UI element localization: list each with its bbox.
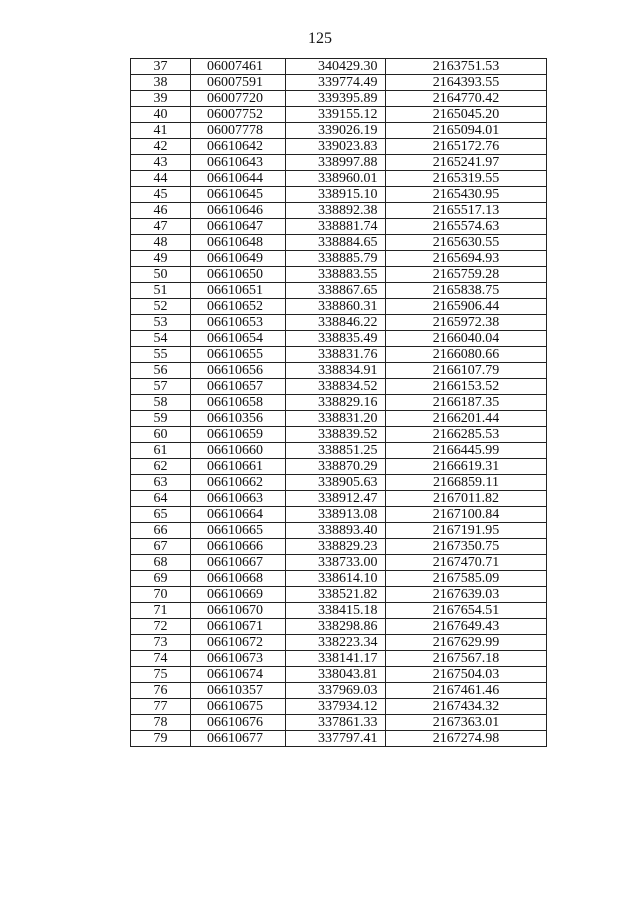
coordinates-table [130,58,547,747]
x-coordinate-cell: 338831.76 [286,347,386,363]
y-coordinate-cell: 2166619.31 [386,459,547,475]
point-code-cell: 06610651 [191,283,286,299]
x-coordinate-cell: 338614.10 [286,571,386,587]
y-coordinate-cell: 2165630.55 [386,235,547,251]
y-coordinate-cell: 2167363.01 [386,715,547,731]
table-row [131,395,547,411]
point-code-cell: 06610658 [191,395,286,411]
row-number-cell: 75 [131,667,191,683]
table-row [131,475,547,491]
row-number-cell: 74 [131,651,191,667]
y-coordinate-cell: 2167649.43 [386,619,547,635]
point-code-cell: 06610659 [191,427,286,443]
table-row [131,235,547,251]
point-code-cell: 06610642 [191,139,286,155]
row-number-cell: 48 [131,235,191,251]
x-coordinate-cell: 338298.86 [286,619,386,635]
y-coordinate-cell: 2166187.35 [386,395,547,411]
y-coordinate-cell: 2167639.03 [386,587,547,603]
x-coordinate-cell: 338913.08 [286,507,386,523]
table-row [131,107,547,123]
row-number-cell: 50 [131,267,191,283]
x-coordinate-cell: 338884.65 [286,235,386,251]
row-number-cell: 77 [131,699,191,715]
point-code-cell: 06610669 [191,587,286,603]
row-number-cell: 64 [131,491,191,507]
table-row [131,331,547,347]
point-code-cell: 06610645 [191,187,286,203]
x-coordinate-cell: 338893.40 [286,523,386,539]
x-coordinate-cell: 338960.01 [286,171,386,187]
x-coordinate-cell: 338883.55 [286,267,386,283]
x-coordinate-cell: 338860.31 [286,299,386,315]
row-number-cell: 42 [131,139,191,155]
row-number-cell: 39 [131,91,191,107]
point-code-cell: 06610676 [191,715,286,731]
y-coordinate-cell: 2165694.93 [386,251,547,267]
table-row [131,187,547,203]
row-number-cell: 40 [131,107,191,123]
x-coordinate-cell: 337934.12 [286,699,386,715]
x-coordinate-cell: 338851.25 [286,443,386,459]
y-coordinate-cell: 2165045.20 [386,107,547,123]
table-row [131,683,547,699]
point-code-cell: 06007752 [191,107,286,123]
x-coordinate-cell: 338870.29 [286,459,386,475]
point-code-cell: 06610654 [191,331,286,347]
x-coordinate-cell: 339023.83 [286,139,386,155]
x-coordinate-cell: 338846.22 [286,315,386,331]
y-coordinate-cell: 2165906.44 [386,299,547,315]
point-code-cell: 06610647 [191,219,286,235]
y-coordinate-cell: 2166285.53 [386,427,547,443]
table-row [131,507,547,523]
point-code-cell: 06610671 [191,619,286,635]
table-row [131,459,547,475]
point-code-cell: 06610655 [191,347,286,363]
point-code-cell: 06007591 [191,75,286,91]
x-coordinate-cell: 339026.19 [286,123,386,139]
y-coordinate-cell: 2165241.97 [386,155,547,171]
table-row [131,347,547,363]
point-code-cell: 06610670 [191,603,286,619]
table-row [131,315,547,331]
row-number-cell: 45 [131,187,191,203]
x-coordinate-cell: 339774.49 [286,75,386,91]
point-code-cell: 06610660 [191,443,286,459]
point-code-cell: 06610673 [191,651,286,667]
y-coordinate-cell: 2166107.79 [386,363,547,379]
x-coordinate-cell: 338141.17 [286,651,386,667]
row-number-cell: 49 [131,251,191,267]
x-coordinate-cell: 339155.12 [286,107,386,123]
y-coordinate-cell: 2164770.42 [386,91,547,107]
x-coordinate-cell: 338834.91 [286,363,386,379]
y-coordinate-cell: 2167567.18 [386,651,547,667]
table-row [131,427,547,443]
row-number-cell: 62 [131,459,191,475]
row-number-cell: 56 [131,363,191,379]
table-row [131,715,547,731]
y-coordinate-cell: 2167461.46 [386,683,547,699]
point-code-cell: 06610356 [191,411,286,427]
table-row [131,123,547,139]
y-coordinate-cell: 2167504.03 [386,667,547,683]
x-coordinate-cell: 338892.38 [286,203,386,219]
table-row [131,251,547,267]
row-number-cell: 63 [131,475,191,491]
point-code-cell: 06610667 [191,555,286,571]
y-coordinate-cell: 2167585.09 [386,571,547,587]
row-number-cell: 76 [131,683,191,699]
row-number-cell: 54 [131,331,191,347]
y-coordinate-cell: 2164393.55 [386,75,547,91]
x-coordinate-cell: 337969.03 [286,683,386,699]
point-code-cell: 06610665 [191,523,286,539]
point-code-cell: 06610652 [191,299,286,315]
row-number-cell: 44 [131,171,191,187]
table-row [131,219,547,235]
table-row [131,171,547,187]
y-coordinate-cell: 2163751.53 [386,59,547,75]
point-code-cell: 06610662 [191,475,286,491]
row-number-cell: 78 [131,715,191,731]
table-row [131,59,547,75]
table-row [131,651,547,667]
y-coordinate-cell: 2167011.82 [386,491,547,507]
table-row [131,619,547,635]
row-number-cell: 79 [131,731,191,747]
row-number-cell: 69 [131,571,191,587]
point-code-cell: 06610646 [191,203,286,219]
point-code-cell: 06610664 [191,507,286,523]
row-number-cell: 57 [131,379,191,395]
x-coordinate-cell: 338733.00 [286,555,386,571]
point-code-cell: 06007720 [191,91,286,107]
y-coordinate-cell: 2167274.98 [386,731,547,747]
point-code-cell: 06610674 [191,667,286,683]
x-coordinate-cell: 338223.34 [286,635,386,651]
point-code-cell: 06007778 [191,123,286,139]
x-coordinate-cell: 338915.10 [286,187,386,203]
table-row [131,699,547,715]
x-coordinate-cell: 338835.49 [286,331,386,347]
point-code-cell: 06610677 [191,731,286,747]
point-code-cell: 06610650 [191,267,286,283]
x-coordinate-cell: 338867.65 [286,283,386,299]
row-number-cell: 66 [131,523,191,539]
table-row [131,603,547,619]
point-code-cell: 06610672 [191,635,286,651]
row-number-cell: 73 [131,635,191,651]
x-coordinate-cell: 339395.89 [286,91,386,107]
row-number-cell: 47 [131,219,191,235]
table-row [131,75,547,91]
row-number-cell: 38 [131,75,191,91]
x-coordinate-cell: 338834.52 [286,379,386,395]
x-coordinate-cell: 340429.30 [286,59,386,75]
row-number-cell: 72 [131,619,191,635]
table-body [131,59,547,747]
table-row [131,587,547,603]
row-number-cell: 67 [131,539,191,555]
row-number-cell: 70 [131,587,191,603]
row-number-cell: 65 [131,507,191,523]
x-coordinate-cell: 337861.33 [286,715,386,731]
y-coordinate-cell: 2165574.63 [386,219,547,235]
point-code-cell: 06610648 [191,235,286,251]
row-number-cell: 43 [131,155,191,171]
table-row [131,443,547,459]
row-number-cell: 71 [131,603,191,619]
page-number: 125 [308,30,332,47]
table-row [131,203,547,219]
y-coordinate-cell: 2165172.76 [386,139,547,155]
x-coordinate-cell: 338905.63 [286,475,386,491]
row-number-cell: 52 [131,299,191,315]
x-coordinate-cell: 338997.88 [286,155,386,171]
table-row [131,411,547,427]
row-number-cell: 61 [131,443,191,459]
y-coordinate-cell: 2166080.66 [386,347,547,363]
row-number-cell: 59 [131,411,191,427]
y-coordinate-cell: 2165972.38 [386,315,547,331]
point-code-cell: 06610661 [191,459,286,475]
x-coordinate-cell: 338839.52 [286,427,386,443]
y-coordinate-cell: 2166040.04 [386,331,547,347]
point-code-cell: 06610663 [191,491,286,507]
table-row [131,491,547,507]
table-row [131,523,547,539]
x-coordinate-cell: 338415.18 [286,603,386,619]
y-coordinate-cell: 2166201.44 [386,411,547,427]
point-code-cell: 06610644 [191,171,286,187]
row-number-cell: 51 [131,283,191,299]
table-row [131,379,547,395]
x-coordinate-cell: 338829.23 [286,539,386,555]
table-row [131,635,547,651]
point-code-cell: 06610656 [191,363,286,379]
y-coordinate-cell: 2167100.84 [386,507,547,523]
y-coordinate-cell: 2165319.55 [386,171,547,187]
y-coordinate-cell: 2165094.01 [386,123,547,139]
row-number-cell: 41 [131,123,191,139]
y-coordinate-cell: 2165430.95 [386,187,547,203]
y-coordinate-cell: 2165517.13 [386,203,547,219]
point-code-cell: 06007461 [191,59,286,75]
row-number-cell: 46 [131,203,191,219]
row-number-cell: 60 [131,427,191,443]
y-coordinate-cell: 2166859.11 [386,475,547,491]
table-row [131,363,547,379]
x-coordinate-cell: 337797.41 [286,731,386,747]
x-coordinate-cell: 338043.81 [286,667,386,683]
x-coordinate-cell: 338881.74 [286,219,386,235]
table-row [131,91,547,107]
row-number-cell: 37 [131,59,191,75]
table-row [131,155,547,171]
row-number-cell: 68 [131,555,191,571]
y-coordinate-cell: 2166153.52 [386,379,547,395]
table-row [131,555,547,571]
x-coordinate-cell: 338885.79 [286,251,386,267]
y-coordinate-cell: 2166445.99 [386,443,547,459]
point-code-cell: 06610649 [191,251,286,267]
y-coordinate-cell: 2167470.71 [386,555,547,571]
table-row [131,139,547,155]
point-code-cell: 06610357 [191,683,286,699]
point-code-cell: 06610643 [191,155,286,171]
table-row [131,267,547,283]
row-number-cell: 55 [131,347,191,363]
x-coordinate-cell: 338831.20 [286,411,386,427]
table-row [131,667,547,683]
y-coordinate-cell: 2165759.28 [386,267,547,283]
point-code-cell: 06610666 [191,539,286,555]
row-number-cell: 58 [131,395,191,411]
y-coordinate-cell: 2167654.51 [386,603,547,619]
table-row [131,571,547,587]
point-code-cell: 06610675 [191,699,286,715]
x-coordinate-cell: 338829.16 [286,395,386,411]
table-row [131,731,547,747]
table-row [131,299,547,315]
point-code-cell: 06610653 [191,315,286,331]
table-row [131,283,547,299]
x-coordinate-cell: 338912.47 [286,491,386,507]
point-code-cell: 06610668 [191,571,286,587]
table-row [131,539,547,555]
y-coordinate-cell: 2167350.75 [386,539,547,555]
y-coordinate-cell: 2167191.95 [386,523,547,539]
row-number-cell: 53 [131,315,191,331]
x-coordinate-cell: 338521.82 [286,587,386,603]
y-coordinate-cell: 2167629.99 [386,635,547,651]
point-code-cell: 06610657 [191,379,286,395]
y-coordinate-cell: 2165838.75 [386,283,547,299]
y-coordinate-cell: 2167434.32 [386,699,547,715]
